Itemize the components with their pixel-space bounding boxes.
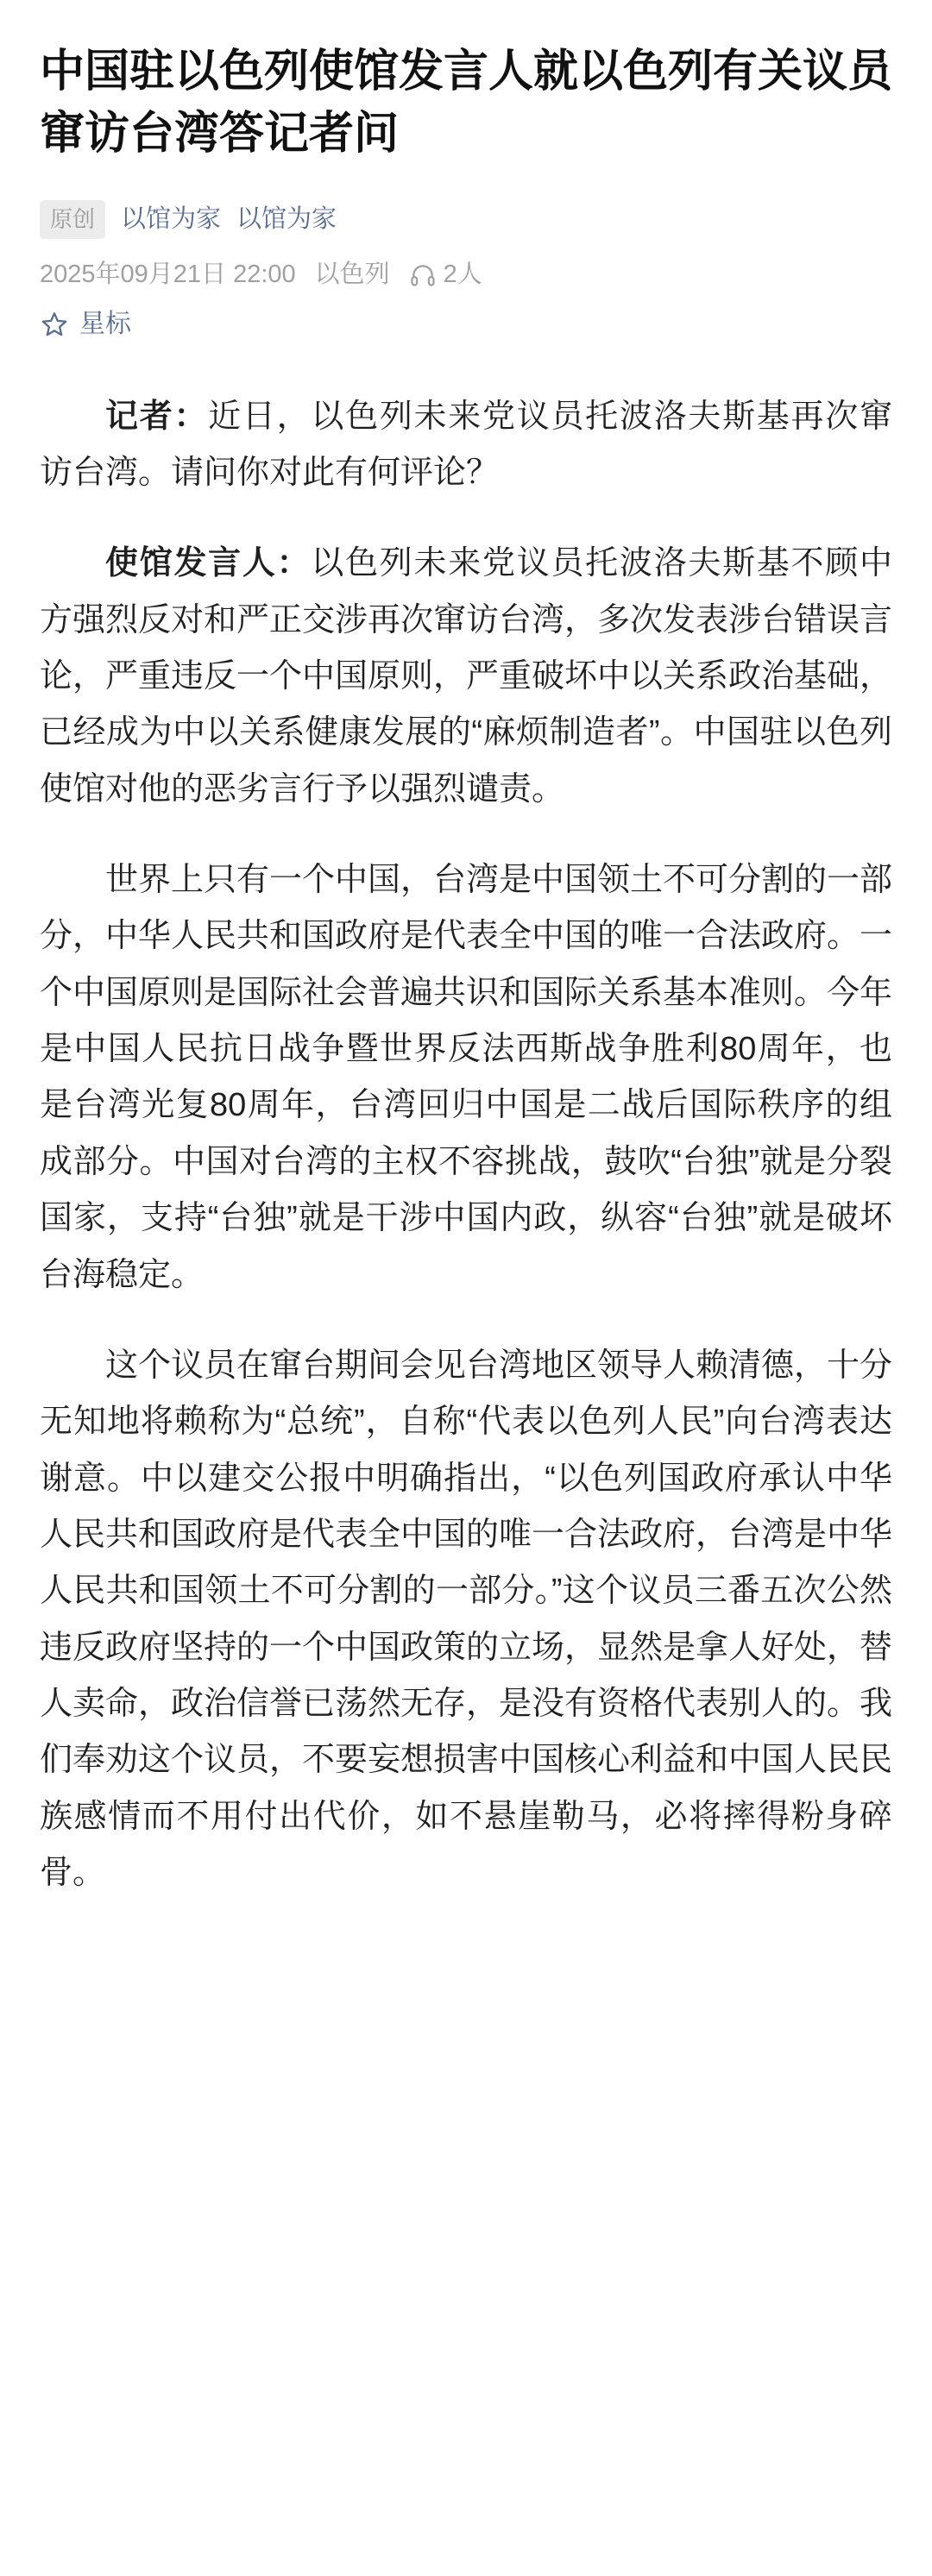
publish-meta-row: [40, 261, 892, 289]
author-meta-row: [40, 200, 892, 239]
paragraph: [40, 389, 892, 502]
star-outline-icon: [40, 310, 69, 339]
publish-date: 2025年09月21日 22:00: [40, 261, 296, 288]
author-secondary-link[interactable]: 以馆为家: [236, 204, 337, 233]
listen-count-label: 2人: [443, 261, 482, 288]
page-title: 中国驻以色列使馆发言人就以色列有关议员窜访台湾答记者问: [40, 47, 893, 159]
paragraph-text: 以色列未来党议员托波洛夫斯基不顾中方强烈反对和严正交涉再次窜访台湾，多次发表涉台错误言论，严重违反一个中国原则，严重破坏中以关系政治基础，已经成为中以关系健康发展的“麻烦制造者”。中国驻以色列使馆对他的恶劣言行予以强烈谴责。: [40, 545, 893, 807]
star-label: 星标: [79, 309, 131, 338]
paragraph: [40, 536, 892, 818]
headphones-icon: [409, 261, 437, 289]
author-primary-link[interactable]: 以馆为家: [121, 204, 222, 233]
paragraph-text: 这个议员在窜台期间会见台湾地区领导人赖清德，十分无知地将赖称为“总统”，自称“代表以色列人民”向台湾表达谢意。中以建交公报中明确指出，“以色列国政府承认中华人民共和国政府是代表全中国的唯一合法政府，台湾是中华人民共和国领土不可分割的一部分。”这个议员三番五次公然违反政府坚持的一个中国政策的立场，显然是拿人好处，替人卖命，政治信誉已荡然无存，是没有资格代表别人的。我们奉劝这个议员，不要妄想损害中国核心利益和中国人民民族感情而不用付出代价，如不悬崖勒马，必将摔得粉身碎骨。: [40, 1347, 893, 1892]
article-body: [40, 389, 892, 1902]
status-badge: 原创: [40, 200, 105, 239]
paragraph-lead: 使馆发言人：: [105, 545, 312, 582]
paragraph: [40, 852, 892, 1304]
listen-count-group[interactable]: [409, 261, 482, 289]
paragraph: [40, 1338, 892, 1902]
paragraph-text: 世界上只有一个中国，台湾是中国领土不可分割的一部分，中华人民共和国政府是代表全中国的唯一合法政府。一个中国原则是国际社会普遍共识和国际关系基本准则。今年是中国人民抗日战争暨世界反法西斯战争胜利80周年，也是台湾光复80周年，台湾回归中国是二战后国际秩序的组成部分。中国对台湾的主权不容挑战，鼓吹“台独”就是分裂国家，支持“台独”就是干涉中国内政，纵容“台独”就是破坏台海稳定。: [40, 862, 893, 1293]
paragraph-text: 近日，以色列未来党议员托波洛夫斯基再次窜访台湾。请问你对此有何评论？: [40, 398, 892, 491]
star-button[interactable]: [40, 310, 892, 339]
paragraph-lead: 记者：: [105, 398, 209, 435]
publish-location: 以色列: [314, 261, 390, 288]
